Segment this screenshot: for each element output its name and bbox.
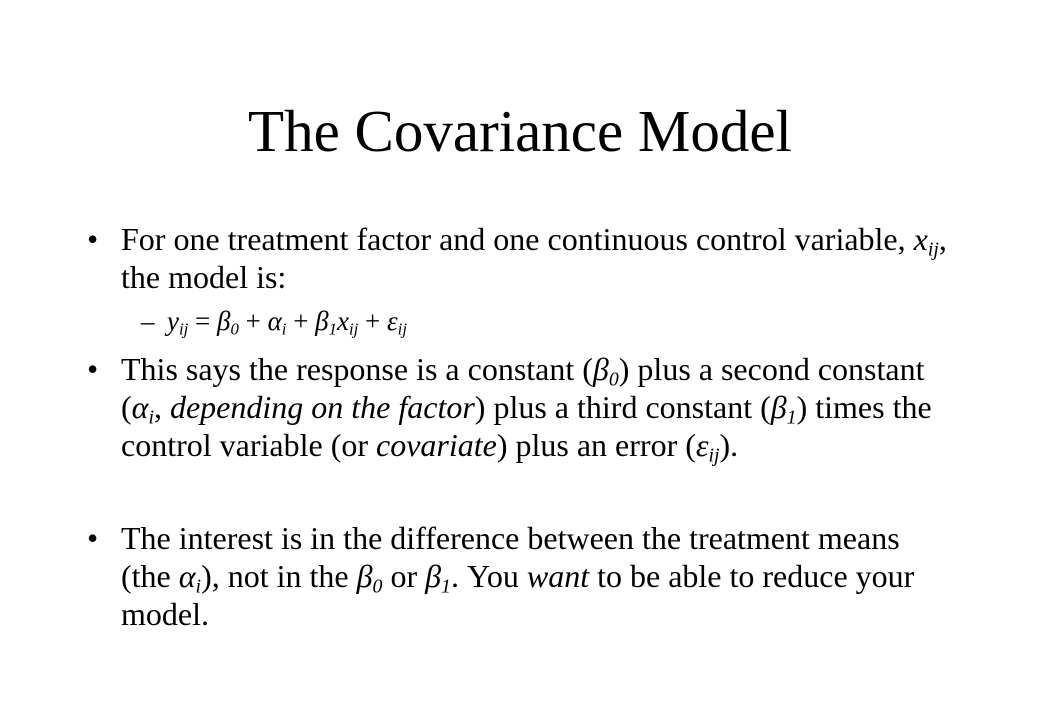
emphasis: depending on the factor <box>169 389 475 425</box>
text: to be able to reduce your model. <box>121 558 915 632</box>
sub-ij <box>928 239 939 261</box>
bullet-glyph: • <box>87 221 99 257</box>
idx: 1 <box>786 406 797 429</box>
text: ), not in the <box>201 558 357 594</box>
idx: 0 <box>230 319 239 339</box>
alpha-symbol: α <box>267 306 282 336</box>
sub-ij <box>349 320 358 339</box>
bullet-glyph: • <box>87 520 99 556</box>
bullet-glyph: • <box>87 351 99 387</box>
idx: 0 <box>608 368 619 391</box>
idx: ij <box>397 319 407 339</box>
bullet-model-intro <box>87 220 951 296</box>
emphasis: want <box>526 558 590 594</box>
idx: ij <box>708 444 720 467</box>
idx: ij <box>178 319 189 339</box>
alpha-symbol: α <box>178 558 196 594</box>
var-x: x <box>337 306 349 336</box>
emphasis: covariate <box>376 427 497 463</box>
text: ) plus a second constant ( <box>121 351 925 425</box>
sub-1 <box>329 320 337 339</box>
idx: 1 <box>328 319 337 339</box>
idx: ij <box>927 238 939 261</box>
beta-symbol: β <box>592 351 609 387</box>
text: The interest is in the difference between the treatment means (the <box>121 520 900 594</box>
text: This says the response is a constant ( <box>121 351 593 387</box>
idx: 0 <box>372 575 383 598</box>
plus: + <box>286 306 316 336</box>
beta-symbol: β <box>356 558 373 594</box>
sub-0 <box>373 576 383 598</box>
sub-ij <box>708 445 719 467</box>
beta-symbol: β <box>315 306 329 336</box>
beta-symbol: β <box>217 306 231 336</box>
text: ) plus an error ( <box>496 427 696 463</box>
beta-symbol: β <box>425 558 442 594</box>
text: , <box>153 389 170 425</box>
epsilon-symbol: ε <box>695 427 709 463</box>
sub-0 <box>230 320 238 339</box>
idx: 1 <box>441 575 451 598</box>
var-y: y <box>167 306 179 336</box>
text: , the model is: <box>121 221 947 295</box>
text: or <box>382 558 426 594</box>
idx: i <box>148 406 154 429</box>
text: ) times the control variable (or <box>121 389 932 463</box>
var-x: x <box>913 221 928 257</box>
sub-ij <box>398 320 407 339</box>
alpha-symbol: α <box>131 389 149 425</box>
slide-title: The Covariance Model <box>248 98 792 164</box>
dash-glyph: – <box>141 306 155 336</box>
model-equation <box>141 305 407 339</box>
sub-ij <box>179 320 188 339</box>
text: For one treatment factor and one continuous control variable, <box>121 221 906 257</box>
idx: i <box>281 319 287 339</box>
epsilon-symbol: ε <box>387 306 398 336</box>
idx: i <box>195 575 202 598</box>
sub-1 <box>787 407 797 429</box>
text: ). <box>719 427 739 463</box>
equals: = <box>188 306 218 336</box>
plus: + <box>238 306 268 336</box>
plus: + <box>358 306 388 336</box>
idx: ij <box>348 319 359 339</box>
sub-0 <box>609 369 619 391</box>
text: ) plus a third constant ( <box>474 389 771 425</box>
bullet-interest <box>87 519 951 633</box>
bullet-model-explanation <box>87 350 951 467</box>
text: . You <box>450 558 527 594</box>
beta-symbol: β <box>770 389 787 425</box>
sub-1 <box>441 576 451 598</box>
